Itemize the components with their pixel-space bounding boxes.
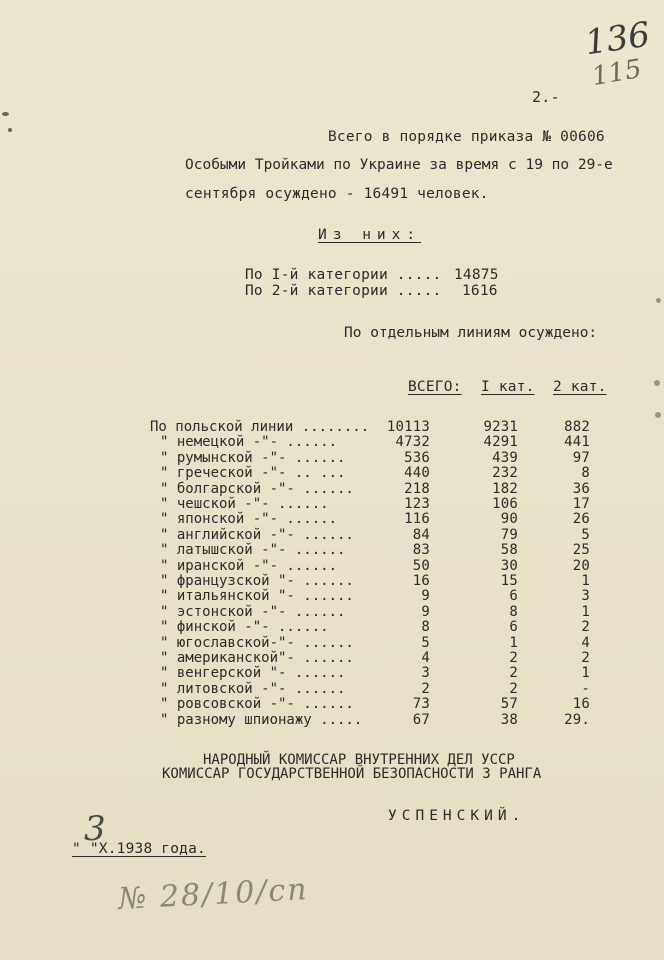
row-cat2: 3 [581,588,590,605]
row-cat2: 2 [581,650,590,666]
row-label: " болгарской -"- ...... [160,480,354,497]
category-2-value: 1616 [462,283,498,299]
row-label: " английской -"- ...... [160,526,354,543]
row-total: 16 [412,573,430,589]
row-cat2: 97 [572,449,590,466]
row-cat1: 79 [500,526,518,543]
row-label: " эстонской -"- ...... [160,603,346,620]
row-cat2: 2 [581,619,590,636]
signature-line-1: НАРОДНЫЙ КОМИССАР ВНУТРЕННИХ ДЕЛ УССР [203,752,515,768]
row-label: По польской линии ........ [150,419,370,435]
row-label: " немецкой -"- ...... [160,434,338,451]
row-label: " литовской -"- ...... [160,680,346,697]
row-label: " иранской -"- ...... [160,557,338,574]
row-label: " чешской -"- ...... [160,496,329,512]
row-total: 83 [412,542,430,559]
row-total: 116 [404,511,430,528]
row-cat2: 29. [564,711,590,728]
row-label: " румынской -"- ...... [160,449,346,466]
row-cat1: 9231 [483,419,518,435]
row-total: 50 [412,557,430,574]
row-total: 73 [412,696,430,713]
row-total: 67 [412,711,430,728]
row-cat1: 182 [492,480,518,497]
document-date: " "X.1938 года. [72,841,206,857]
row-total: 2 [421,680,430,697]
row-total: 3 [421,665,430,682]
row-cat1: 6 [509,619,518,636]
row-cat1: 2 [509,650,518,666]
row-cat1: 232 [492,465,518,482]
row-cat1: 439 [492,449,518,466]
row-label: " французской "- ...... [160,573,354,589]
row-cat1: 58 [500,542,518,559]
row-cat2: 20 [572,557,590,574]
row-cat2: 5 [581,526,590,543]
row-total: 9 [421,603,430,620]
row-label: " югославской-"- ...... [160,634,354,651]
row-total: 4 [421,650,430,666]
row-cat2: 36 [572,480,590,497]
row-cat2: 25 [572,542,590,559]
binding-mark [655,412,661,418]
binding-mark [2,112,9,116]
row-cat1: 4291 [483,434,518,451]
row-label: " японской -"- ...... [160,511,338,528]
row-cat2: 441 [564,434,590,451]
row-cat2: 1 [581,573,590,589]
row-cat1: 30 [500,557,518,574]
row-cat1: 2 [509,665,518,682]
header-cat2: 2 кат. [553,379,607,395]
date-handwritten-day: 3 [84,809,106,849]
signature-line-2: КОМИССАР ГОСУДАРСТВЕННОЙ БЕЗОПАСНОСТИ 3 РАНГА [162,766,542,782]
row-cat2: 16 [572,696,590,713]
intro-line-2: Особыми Тройками по Украине за время с 19 по 29-е [185,157,613,173]
row-total: 5 [421,634,430,651]
archive-number-lower: 115 [589,53,644,93]
binding-mark [656,298,661,303]
row-cat2: 8 [581,465,590,482]
row-total: 123 [404,496,430,512]
category-1-label: По I-й категории ..... [245,267,442,283]
row-total: 536 [404,449,430,466]
row-cat1: 6 [509,588,518,605]
of-them-heading: Из них: [318,227,422,243]
intro-line-3: сентября осуждено - 16491 человек. [185,186,489,202]
row-label: " латышской -"- ...... [160,542,346,559]
row-cat2: 4 [581,634,590,651]
row-cat1: 2 [509,680,518,697]
row-cat1: 106 [492,496,518,512]
row-cat2: 26 [572,511,590,528]
row-label: " финской -"- ...... [160,619,329,636]
signatory-name: УСПЕНСКИЙ. [388,808,526,824]
row-total: 4732 [395,434,430,451]
row-cat1: 38 [500,711,518,728]
row-label: " ровсовской -"- ...... [160,696,354,713]
row-total: 10113 [386,419,430,435]
category-1-value: 14875 [454,267,499,283]
row-label: " разному шпионажу ..... [160,711,363,728]
row-cat1: 90 [500,511,518,528]
header-total: ВСЕГО: [408,379,462,395]
page-number: 2.- [532,88,560,106]
registry-note: № 28/10/сп [117,872,310,917]
row-total: 440 [404,465,430,482]
binding-mark [8,128,12,132]
row-total: 84 [412,526,430,543]
row-label: " греческой -"- .. ... [160,465,346,482]
row-label: " американской"- ...... [160,650,354,666]
row-total: 218 [404,480,430,497]
row-total: 8 [421,619,430,636]
row-cat2: 17 [572,496,590,512]
intro-line-1: Всего в порядке приказа № 00606 [328,129,605,145]
row-cat2: 882 [564,419,590,435]
row-cat1: 8 [509,603,518,620]
row-cat2: - [581,680,590,697]
row-cat1: 1 [509,634,518,651]
row-total: 9 [421,588,430,605]
row-cat2: 1 [581,603,590,620]
lines-heading: По отдельным линиям осуждено: [344,325,598,341]
row-cat1: 15 [500,573,518,589]
row-label: " венгерской "- ...... [160,665,346,682]
archive-number-upper: 136 [582,14,653,64]
row-cat1: 57 [500,696,518,713]
row-label: " итальянской "- ...... [160,588,354,605]
category-2-label: По 2-й категории ..... [245,283,442,299]
row-cat2: 1 [581,665,590,682]
binding-mark [654,380,660,386]
header-cat1: I кат. [481,379,535,395]
